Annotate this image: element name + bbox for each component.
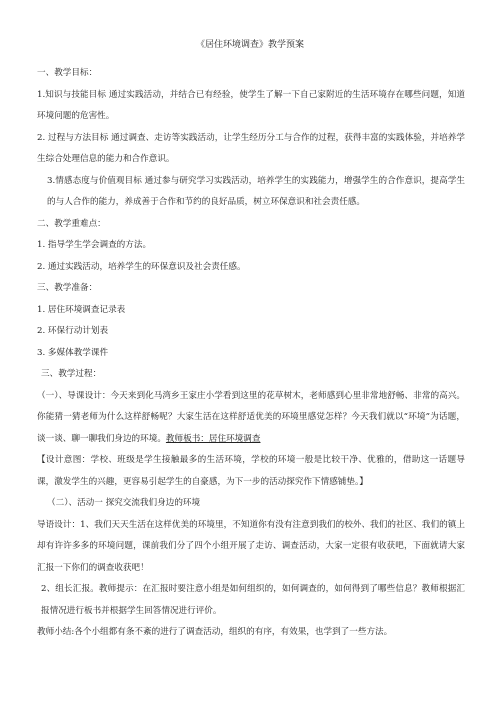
goal-process-methods: 2. 过程与方法目标 通过调查、走访等实践活动，让学生经历分工与合作的过程，获得丰富的实践体验，并培养学生综合处理信息的能力和合作意识。 — [37, 132, 465, 164]
activity-one-report: 2、组长汇报。教师提示：在汇报时要注意小组是如何组织的，如何调查的，如何得到了哪些信息？教师根据汇报情况进行板书并根据学生回答情况进行评价。 — [41, 584, 465, 616]
goal-knowledge-skills: 1.知识与技能目标 通过实践活动，并结合已有经验，使学生了解一下自己家附近的生活环境存在哪些问题，知道环境问题的危害性。 — [37, 89, 465, 121]
activity-one-guide: 导语设计：1、我们天天生活在这样优美的环境里，不知道你有没有注意到我们的校外、我们的社区、我们的镇上却有许许多多的环境问题，课前我们分了四个小组开展了走访、调查活动，大家一定很有收获吧，下面就请大家汇报一下你们的调查收获吧！ — [37, 519, 465, 573]
heading-teaching-prep: 三、教学准备： — [37, 283, 98, 293]
prep-item: 3. 多媒体教学课件 — [37, 347, 109, 358]
teacher-summary: 教师小结:各个小组都有条不紊的进行了调查活动，组织的有序，有效果，也学到了一些方法。 — [37, 627, 393, 637]
activity-one-heading: （二）、活动一 探究交流我们身边的环境 — [47, 498, 201, 508]
document-title: 《居住环境调查》教学预案 — [195, 40, 304, 50]
design-intent: 【设计意图：学校、班级是学生接触最多的生活环境，学校的环境一般是比较干净、优雅的，借助这一话题导课，激发学生的兴趣，更容易引起学生的自豪感，为下一步的活动探究作下情感铺垫。】 — [37, 455, 465, 487]
keypoint-item: 2. 通过实践活动，培养学生的环保意识及社会责任感。 — [37, 261, 246, 272]
goal-emotion-values: 3.情感态度与价值观目标 通过参与研究学习实践活动，培养学生的实践能力，增强学生的合作意识，提高学生的与人合作的能力，养成善于合作和节约的良好品质，树立环保意识和社会责任感。 — [47, 175, 465, 207]
heading-teaching-process: 三、教学过程： — [41, 369, 102, 379]
keypoint-item: 1. 指导学生学会调查的方法。 — [37, 240, 152, 250]
prep-item: 2. 环保行动计划表 — [37, 326, 109, 336]
process-intro-text: （一）、导课设计：今天来到化马湾乡王家庄小学看到这里的花草树木，老师感到心里非常地舒畅、非常的高兴。你能猜一猜老师为什么这样舒畅呢？大家生活在这样舒适优美的环境里感觉怎样？今天我们就以“环境”为话题，谈一谈、聊一聊我们身边的环境。 — [37, 390, 465, 444]
prep-item: 1. 居住环境调查记录表 — [37, 304, 126, 315]
document-body — [37, 63, 465, 644]
heading-teaching-goals: 一、教学目标： — [37, 68, 98, 78]
process-intro — [37, 386, 465, 451]
blackboard-note: 教师板书：居住环境调查 — [165, 433, 261, 444]
heading-key-points: 二、教学重难点： — [37, 218, 106, 229]
